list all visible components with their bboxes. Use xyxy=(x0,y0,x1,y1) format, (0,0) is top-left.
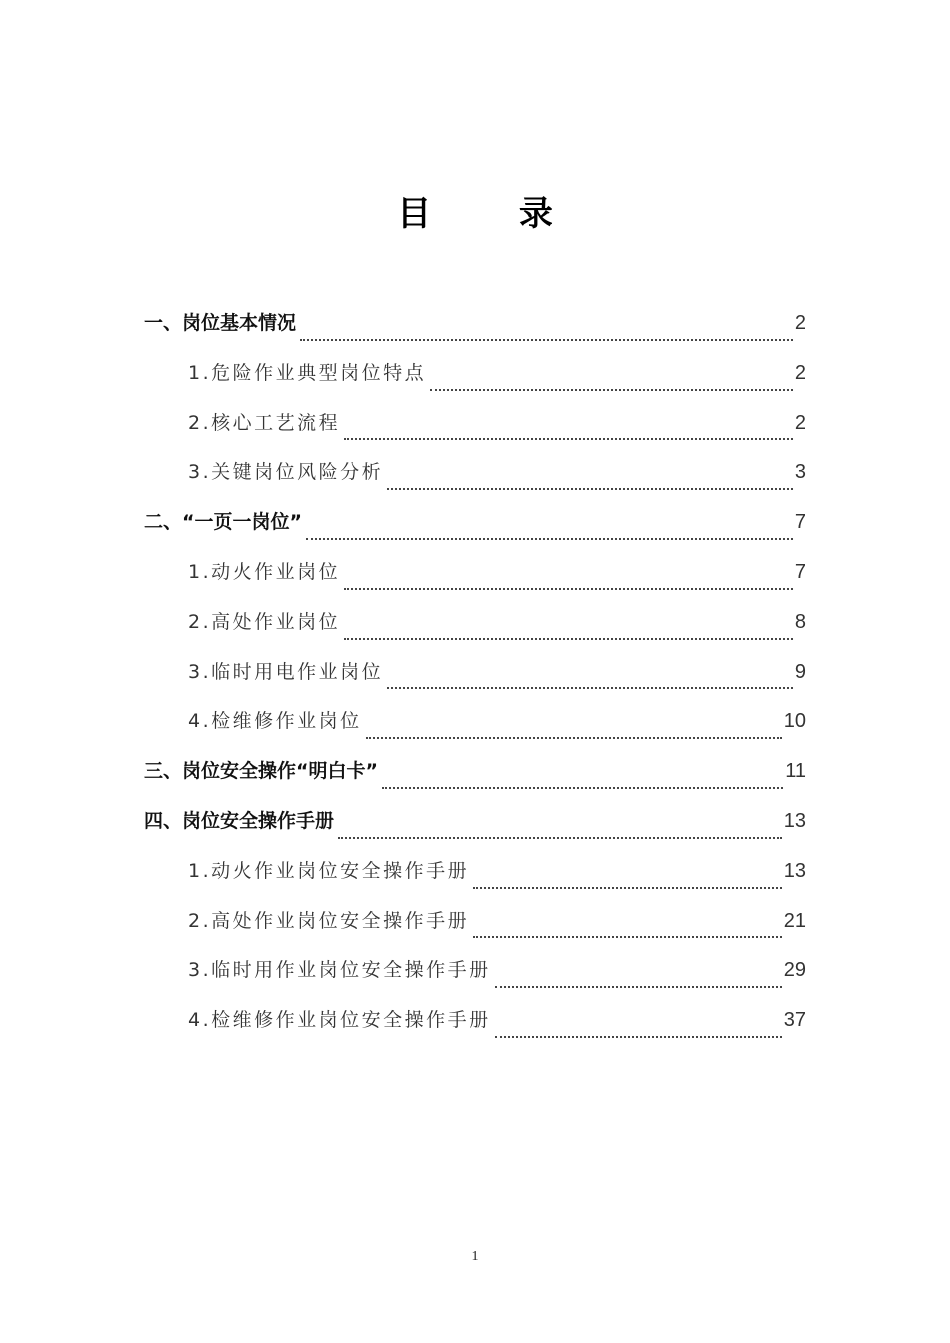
toc-entry-label: 4.检维修作业岗位 xyxy=(188,710,362,733)
dot-leader xyxy=(387,488,793,490)
toc-entry-subsection[interactable] xyxy=(144,654,806,704)
toc-entry-page: 7 xyxy=(794,511,806,534)
page-title: 目 录 xyxy=(397,194,591,234)
toc-entry-section-4[interactable] xyxy=(144,803,806,853)
dot-leader xyxy=(344,438,793,440)
page-number: 1 xyxy=(471,1249,479,1264)
dot-leader xyxy=(387,687,793,689)
dot-leader xyxy=(382,787,783,789)
dot-leader xyxy=(430,389,793,391)
dot-leader xyxy=(344,638,793,640)
toc-entry-subsection[interactable] xyxy=(144,355,806,405)
dot-leader xyxy=(495,1036,782,1038)
toc-entry-page: 2 xyxy=(794,411,806,434)
toc-entry-label: 3.临时用作业岗位安全操作手册 xyxy=(188,959,491,982)
toc-entry-label: 2.高处作业岗位安全操作手册 xyxy=(188,909,470,932)
dot-leader xyxy=(338,837,782,839)
dot-leader xyxy=(473,887,782,889)
toc-entry-page: 9 xyxy=(794,660,806,683)
toc-entry-subsection[interactable] xyxy=(144,554,806,604)
toc-entry-subsection[interactable] xyxy=(144,903,806,953)
toc-entry-page: 3 xyxy=(794,461,806,484)
toc-entry-page: 7 xyxy=(794,560,806,583)
dot-leader xyxy=(495,986,782,988)
toc-entry-subsection[interactable] xyxy=(144,952,806,1002)
toc-entry-subsection[interactable] xyxy=(144,604,806,654)
toc-entry-label: 4.检维修作业岗位安全操作手册 xyxy=(188,1009,491,1032)
dot-leader xyxy=(300,339,793,341)
toc-entry-label: 2.高处作业岗位 xyxy=(188,610,341,633)
toc-entry-page: 29 xyxy=(783,959,806,982)
toc-entry-section-2[interactable] xyxy=(144,504,806,554)
dot-leader xyxy=(366,737,782,739)
toc-entry-label: 1.危险作业典型岗位特点 xyxy=(188,361,427,384)
toc-entry-page: 10 xyxy=(783,710,806,733)
toc-entry-section-1[interactable] xyxy=(144,305,806,355)
toc-entry-page: 21 xyxy=(783,909,806,932)
toc-entry-page: 37 xyxy=(783,1009,806,1032)
dot-leader xyxy=(473,936,782,938)
dot-leader xyxy=(344,588,793,590)
dot-leader xyxy=(306,538,793,540)
toc-entry-subsection[interactable] xyxy=(144,405,806,455)
toc-entry-page: 8 xyxy=(794,610,806,633)
toc-entry-page: 2 xyxy=(794,361,806,384)
toc-entry-subsection[interactable] xyxy=(144,853,806,903)
toc-entry-page: 13 xyxy=(783,859,806,882)
toc-entry-page: 11 xyxy=(785,760,806,783)
toc-entry-subsection[interactable] xyxy=(144,454,806,504)
toc-entry-label: 四、岗位安全操作手册 xyxy=(144,809,335,832)
toc-entry-section-3[interactable] xyxy=(144,753,806,803)
toc-entry-label: 三、岗位安全操作“明白卡” xyxy=(144,760,378,783)
table-of-contents xyxy=(144,305,806,1052)
toc-entry-label: 3.关键岗位风险分析 xyxy=(188,461,384,484)
toc-entry-label: 3.临时用电作业岗位 xyxy=(188,660,384,683)
toc-entry-page: 2 xyxy=(794,312,806,334)
toc-entry-subsection[interactable] xyxy=(144,703,806,753)
toc-entry-label: 1.动火作业岗位 xyxy=(188,560,341,583)
toc-entry-subsection[interactable] xyxy=(144,1002,806,1052)
toc-entry-page: 13 xyxy=(783,809,806,832)
toc-entry-label: 2.核心工艺流程 xyxy=(188,411,341,434)
toc-entry-label: 一、岗位基本情况 xyxy=(144,312,297,334)
toc-entry-label: 1.动火作业岗位安全操作手册 xyxy=(188,859,470,882)
toc-entry-label: 二、“一页一岗位” xyxy=(144,511,302,534)
